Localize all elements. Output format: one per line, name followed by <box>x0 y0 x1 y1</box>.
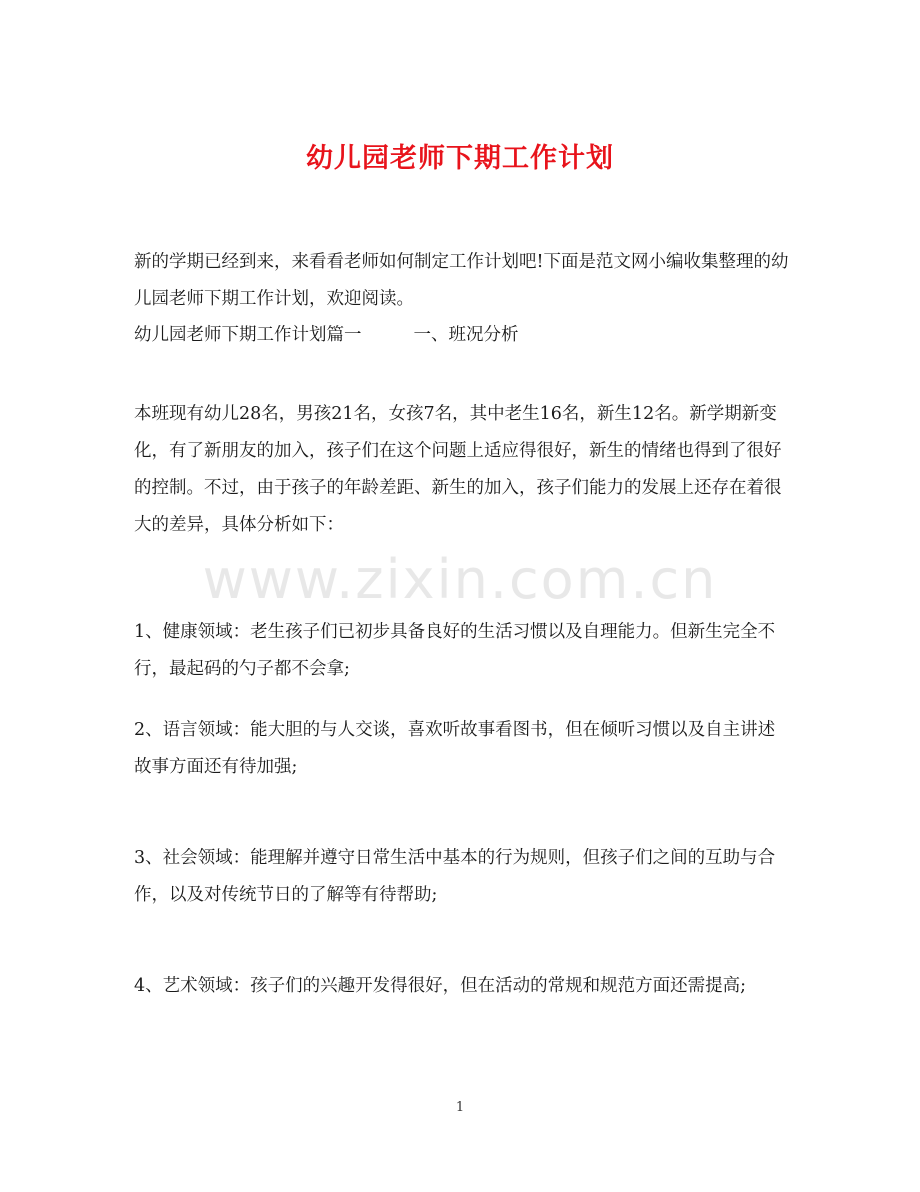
watermark: www.zixin.com.cn <box>202 548 718 611</box>
class-analysis-paragraph: 本班现有幼儿28名，男孩21名，女孩7名，其中老生16名，新生12名。新学期新变化，有了新朋友的加入，孩子们在这个问题上适应得很好，新生的情绪也得到了很好的控制。不过，由于孩子的年龄差距、新生的加入，孩子们能力的发展上还存在着很大的差异，具体分析如下： <box>134 404 782 535</box>
section-heading-title: 幼儿园老师下期工作计划篇一 <box>134 325 362 345</box>
list-item-social: 3、社会领域：能理解并遵守日常生活中基本的行为规则，但孩子们之间的互助与合作，以及对传统节日的了解等有待帮助; <box>134 848 776 905</box>
list-item-art: 4、艺术领域：孩子们的兴趣开发得很好，但在活动的常规和规范方面还需提高; <box>134 976 747 996</box>
section-heading <box>134 320 790 350</box>
list-item-health: 1、健康领域：老生孩子们已初步具备良好的生活习惯以及自理能力。但新生完全不行，最起码的勺子都不会拿; <box>134 622 776 679</box>
intro-paragraph: 新的学期已经到来，来看看老师如何制定工作计划吧!下面是范文网小编收集整理的幼儿园老师下期工作计划，欢迎阅读。 <box>134 252 789 309</box>
document-title: 幼儿园老师下期工作计划 <box>306 143 614 175</box>
list-item-language: 2、语言领域：能大胆的与人交谈，喜欢听故事看图书，但在倾听习惯以及自主讲述故事方面还有待加强; <box>134 720 776 777</box>
page-number: 1 <box>455 1100 465 1115</box>
section-heading-subtitle: 一、班况分析 <box>413 325 519 345</box>
